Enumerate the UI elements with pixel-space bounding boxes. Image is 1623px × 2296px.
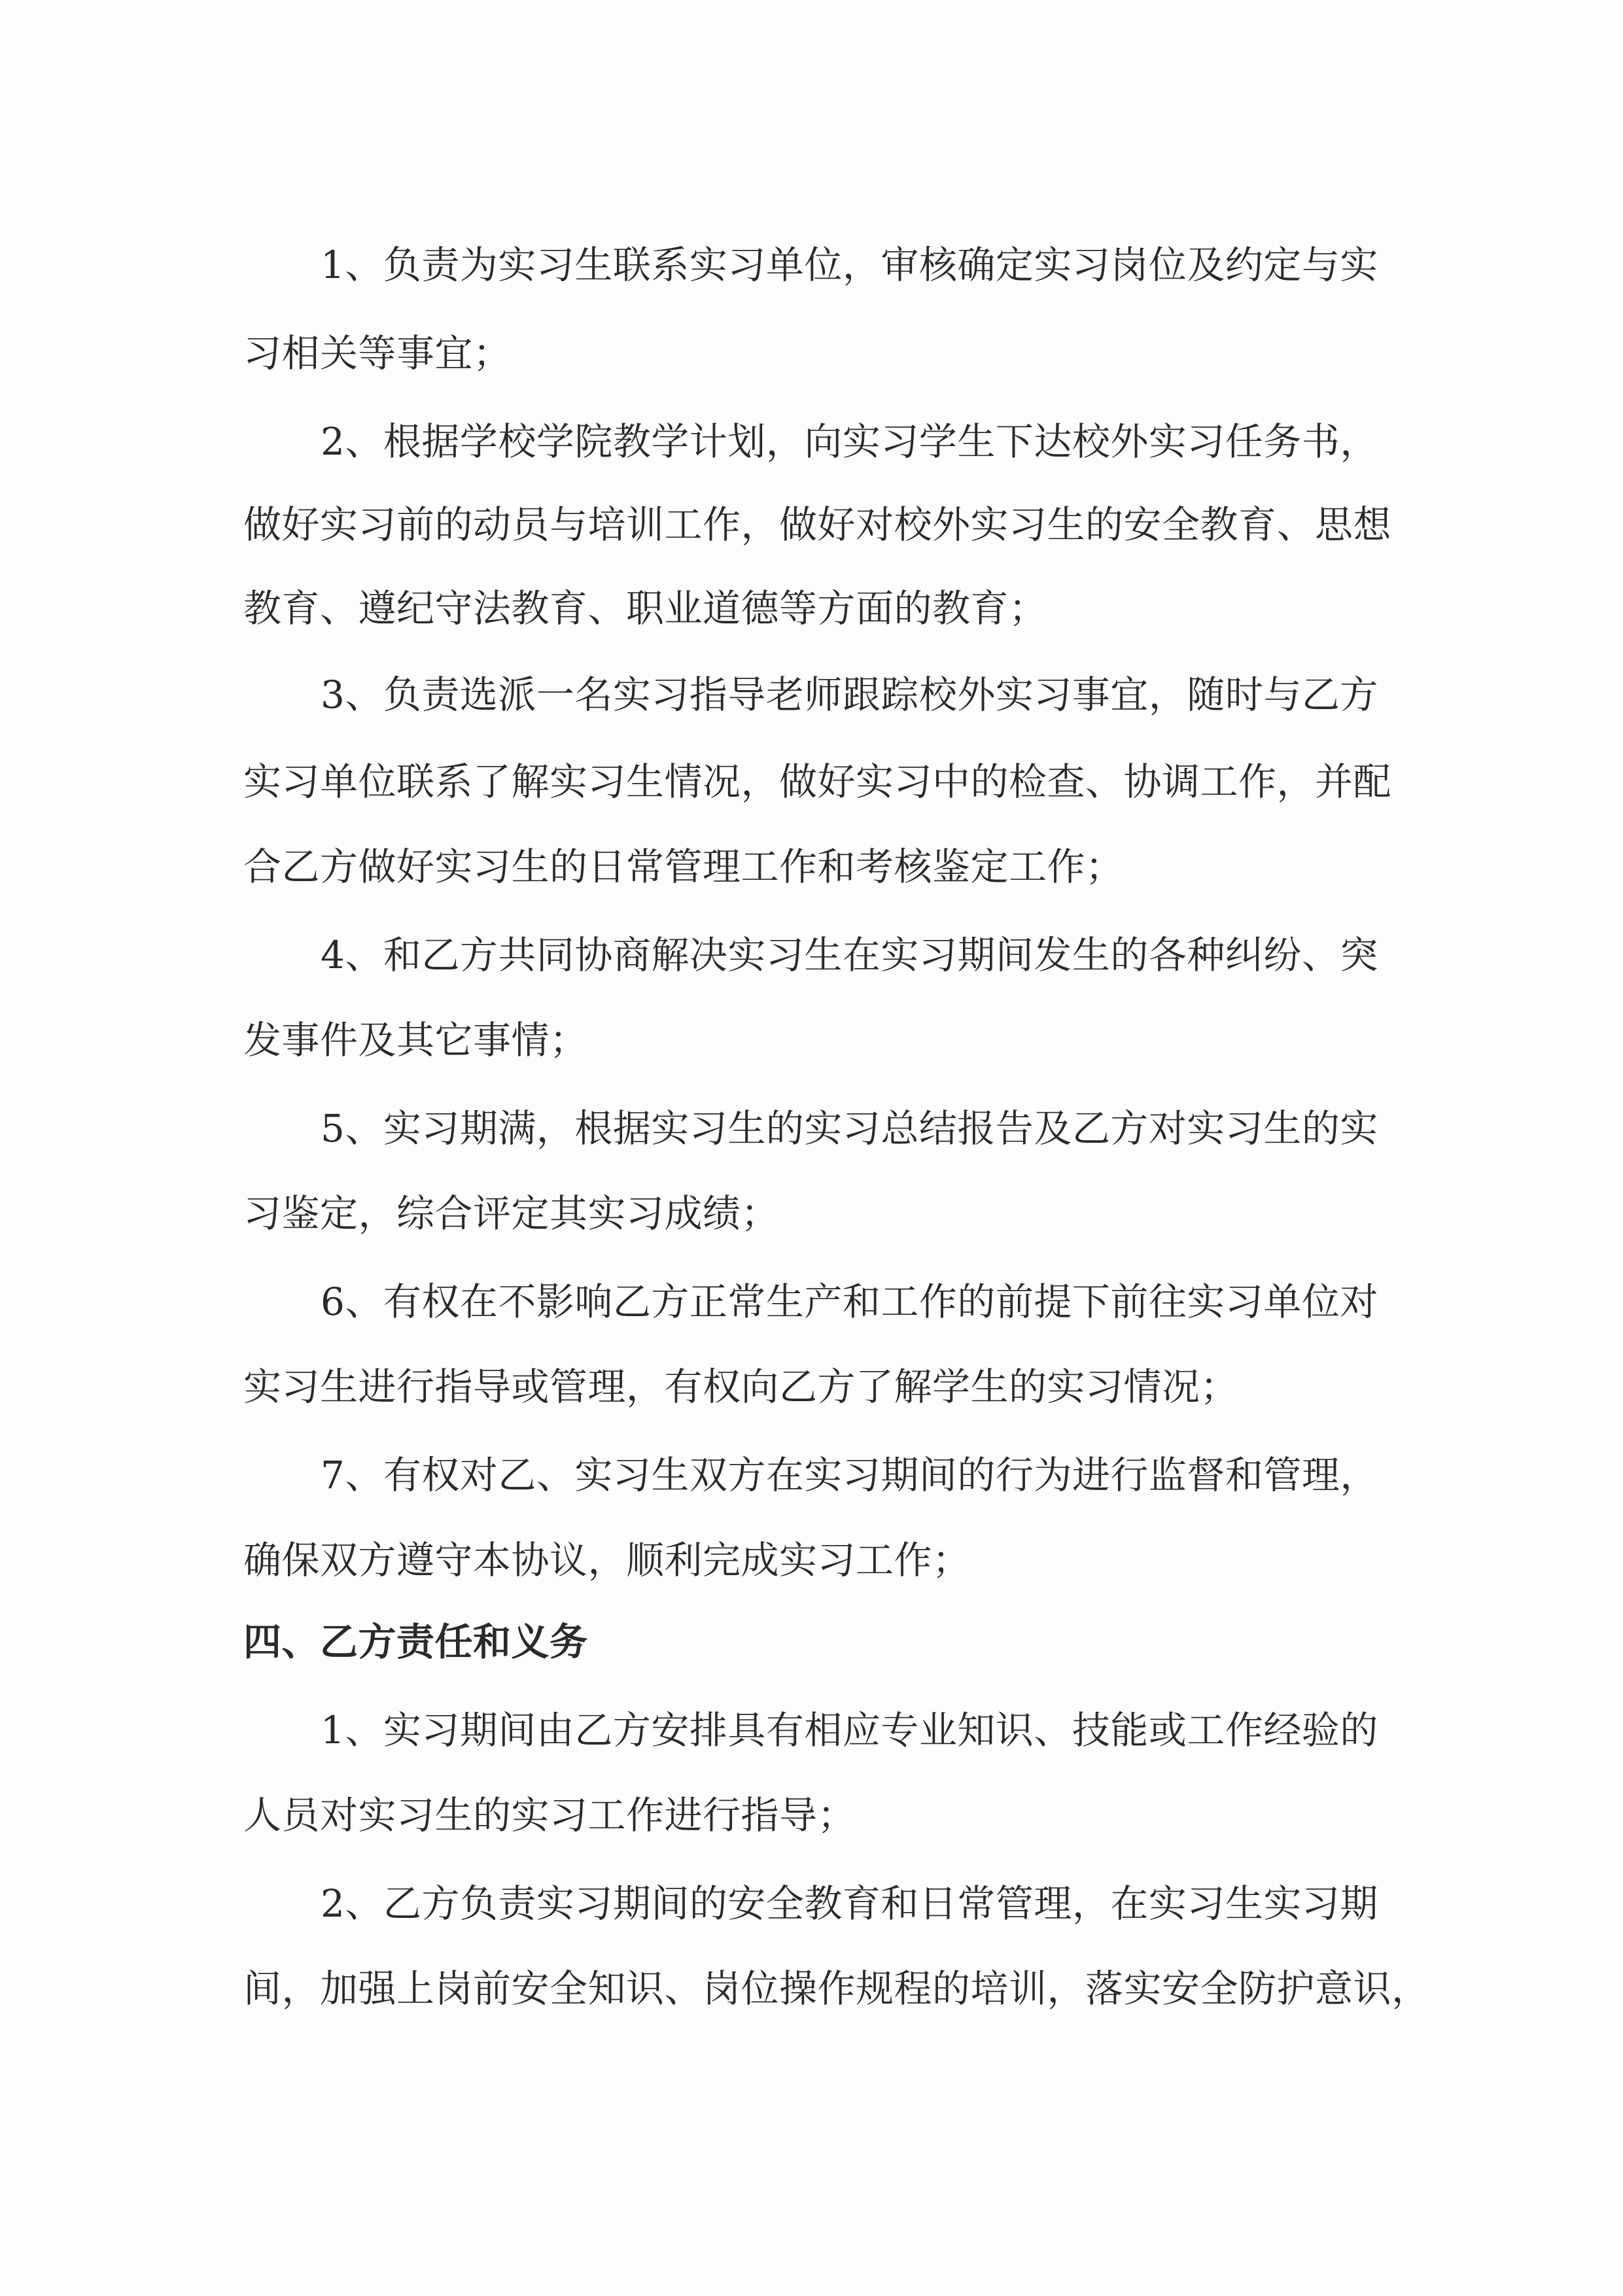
text-line: 合乙方做好实习生的日常管理工作和考核鉴定工作； [243, 844, 1124, 889]
text-line: 5、实习期满，根据实习生的实习总结报告及乙方对实习生的实 [321, 1106, 1378, 1151]
text-line: 1、负责为实习生联系实习单位，审核确定实习岗位及约定与实 [321, 243, 1378, 287]
text-line: 习相关等事宜； [243, 331, 512, 375]
text-line: 实习生进行指导或管理，有权向乙方了解学生的实习情况； [243, 1365, 1239, 1409]
text-line: 2、根据学校学院教学计划，向实习学生下达校外实习任务书， [321, 419, 1378, 464]
text-line: 人员对实习生的实习工作进行指导； [243, 1793, 856, 1837]
text-line: 1、实习期间由乙方安排具有相应专业知识、技能或工作经验的 [321, 1708, 1378, 1752]
text-line: 6、有权在不影响乙方正常生产和工作的前提下前往实习单位对 [321, 1279, 1378, 1324]
text-line: 3、负责选派一名实习指导老师跟踪校外实习事宜，随时与乙方 [321, 672, 1378, 717]
text-line: 发事件及其它事情； [243, 1018, 588, 1062]
text-line: 做好实习前的动员与培训工作，做好对校外实习生的安全教育、思想 [243, 502, 1392, 547]
text-line: 7、有权对乙、实习生双方在实习期间的行为进行监督和管理， [321, 1453, 1378, 1497]
text-line: 间，加强上岗前安全知识、岗位操作规程的培训，落实安全防护意识， [243, 1966, 1430, 2011]
text-line: 实习单位联系了解实习生情况，做好实习中的检查、协调工作，并配 [243, 759, 1392, 804]
section-heading: 四、乙方责任和义务 [243, 1620, 588, 1664]
text-line: 2、乙方负责实习期间的安全教育和日常管理，在实习生实习期 [321, 1881, 1378, 1926]
text-line: 确保双方遵守本协议，顺利完成实习工作； [243, 1538, 971, 1582]
text-line: 习鉴定，综合评定其实习成绩； [243, 1191, 780, 1236]
text-line: 4、和乙方共同协商解决实习生在实习期间发生的各种纠纷、突 [321, 933, 1378, 977]
text-line: 教育、遵纪守法教育、职业道德等方面的教育； [243, 586, 1047, 631]
